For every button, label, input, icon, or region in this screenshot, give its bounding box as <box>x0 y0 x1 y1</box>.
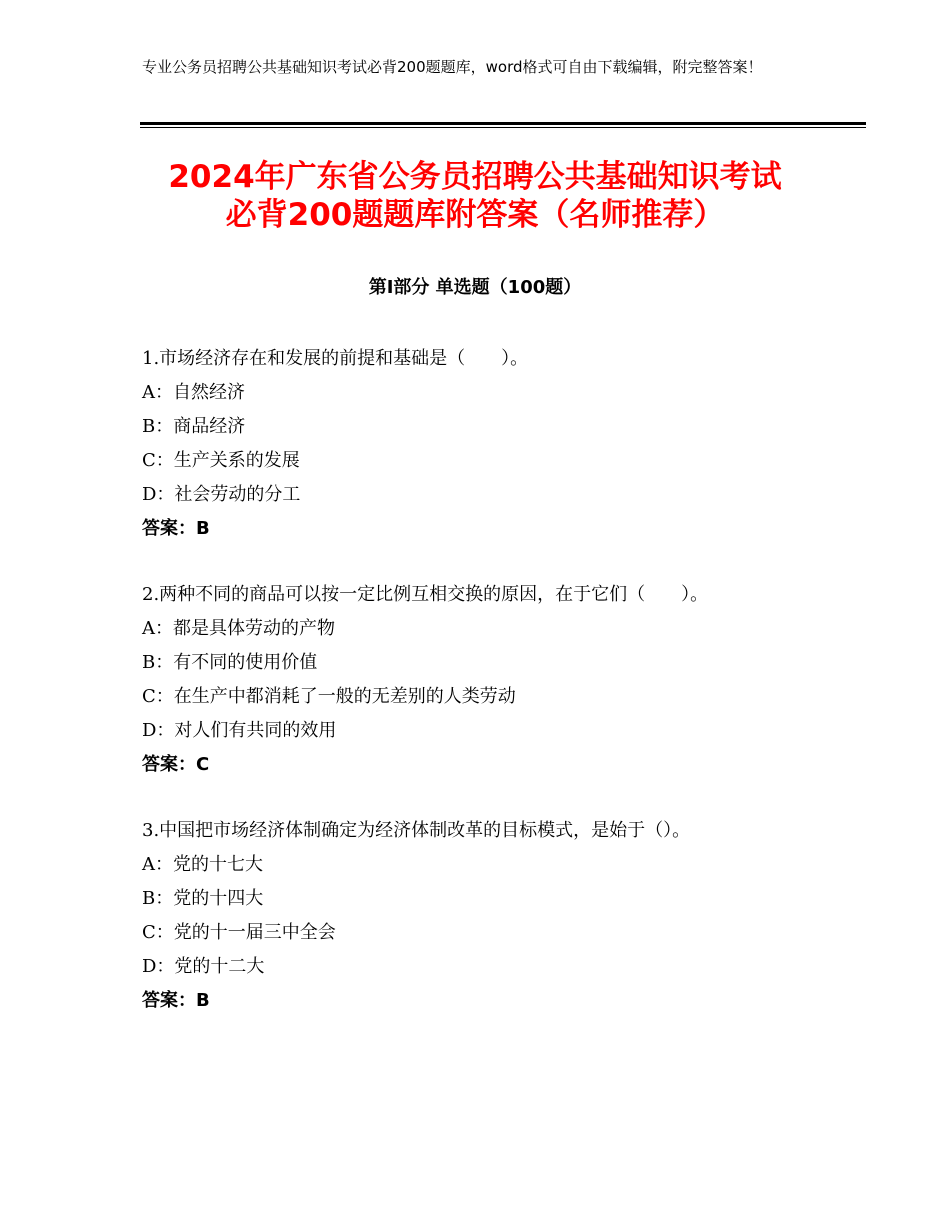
header-note: 专业公务员招聘公共基础知识考试必背200题题库，word格式可自由下载编辑，附完整答案！ <box>142 58 763 76</box>
option-a: A：都是具体劳动的产物 <box>142 618 335 639</box>
option-a: A：党的十七大 <box>142 854 263 875</box>
question-list <box>142 342 842 1050</box>
option-d: D：对人们有共同的效用 <box>142 720 337 741</box>
option-d: D：社会劳动的分工 <box>142 484 301 505</box>
question-3 <box>142 814 842 1018</box>
option-b: B：商品经济 <box>142 416 246 437</box>
option-b: B：党的十四大 <box>142 888 264 909</box>
header-rule-thick <box>140 122 866 125</box>
question-1 <box>142 342 842 546</box>
option-c: C：党的十一届三中全会 <box>142 922 336 943</box>
option-c: C：在生产中都消耗了一般的无差别的人类劳动 <box>142 686 516 707</box>
document-title <box>100 158 850 234</box>
answer: 答案：B <box>142 518 210 539</box>
title-line-2: 必背200题题库附答案（名师推荐） <box>225 197 725 233</box>
option-d: D：党的十二大 <box>142 956 265 977</box>
header-rule-thin <box>140 127 866 128</box>
answer: 答案：C <box>142 754 210 775</box>
section-title: 第Ⅰ部分 单选题（100题） <box>368 277 582 298</box>
question-text: 1.市场经济存在和发展的前提和基础是（ ）。 <box>142 348 529 369</box>
option-a: A：自然经济 <box>142 382 245 403</box>
answer: 答案：B <box>142 990 210 1011</box>
question-text: 2.两种不同的商品可以按一定比例互相交换的原因，在于它们（ ）。 <box>142 584 709 605</box>
question-text: 3.中国把市场经济体制确定为经济体制改革的目标模式，是始于（）。 <box>142 820 691 841</box>
question-2 <box>142 578 842 782</box>
option-c: C：生产关系的发展 <box>142 450 300 471</box>
title-line-1: 2024年广东省公务员招聘公共基础知识考试 <box>168 159 782 195</box>
option-b: B：有不同的使用价值 <box>142 652 318 673</box>
